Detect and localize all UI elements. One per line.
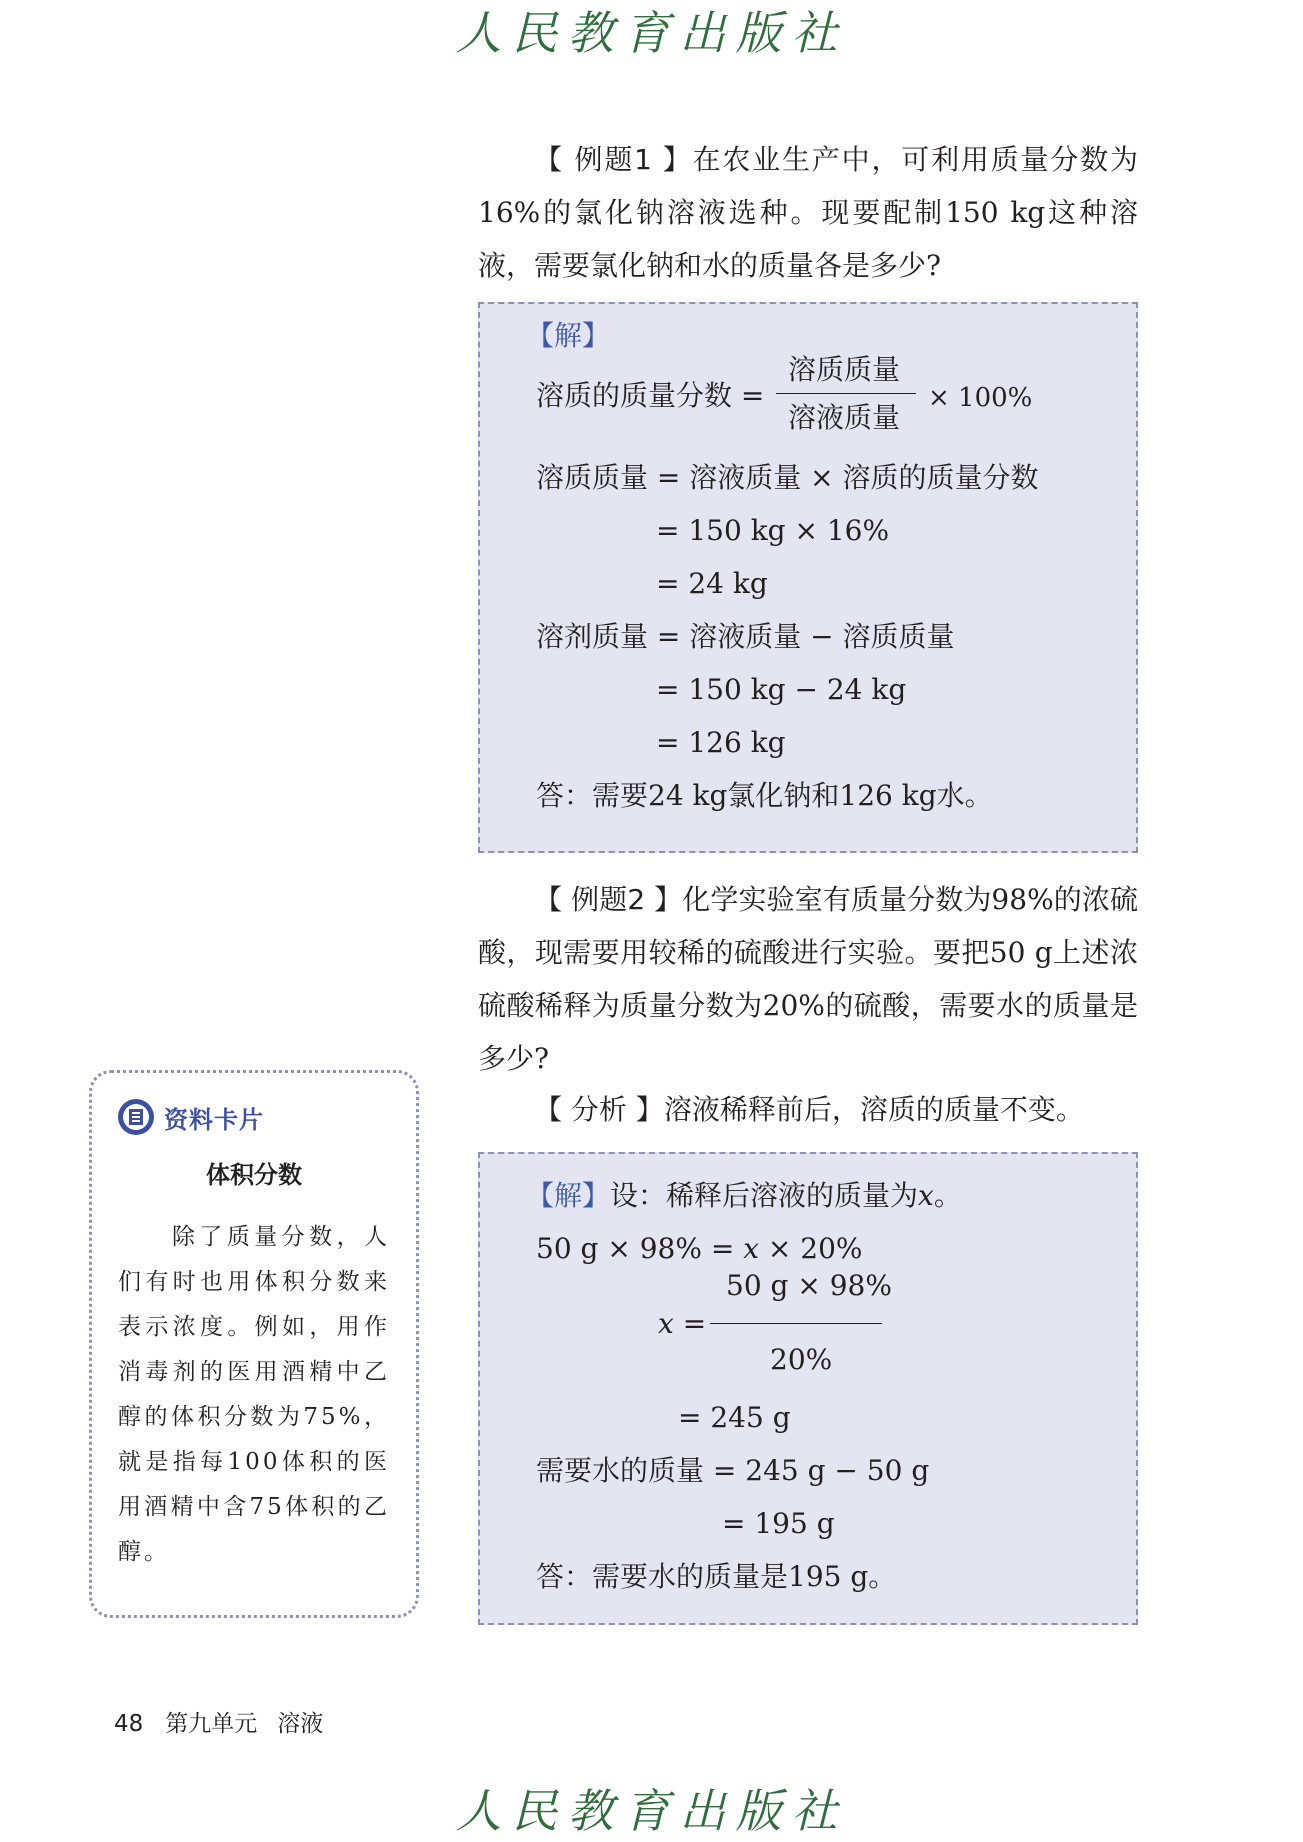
solution1-box	[478, 302, 1138, 853]
equation-var: x	[743, 1232, 760, 1265]
example2-text: 化学实验室有质量分数为98%的浓硫酸，现需要用较稀的硫酸进行实验。要把50 g上述浓硫酸稀释为质量分数为20%的硫酸，需要水的质量是多少?	[478, 883, 1138, 1075]
analysis-paragraph	[478, 1083, 1138, 1136]
solution2-label: 【解】	[526, 1179, 611, 1212]
page-footer	[114, 1705, 323, 1738]
analysis-text: 溶液稀释前后，溶质的质量不变。	[663, 1093, 1084, 1126]
unit-name: 第九单元	[165, 1711, 258, 1737]
example1-label: 【 例题1 】	[534, 143, 693, 176]
water-mass-result: = 195 g	[722, 1507, 835, 1540]
fraction-numerator: 50 g × 98%	[726, 1269, 892, 1302]
card-header	[116, 1097, 264, 1137]
formula-numerator: 溶质质量	[788, 353, 901, 386]
equation-right: × 20%	[759, 1232, 863, 1265]
fraction-denominator: 20%	[770, 1343, 833, 1376]
formula-denominator: 溶液质量	[788, 401, 901, 434]
document-list-icon	[116, 1097, 156, 1137]
solution2-box	[478, 1152, 1138, 1625]
solution1-line5: = 150 kg − 24 kg	[656, 673, 907, 706]
analysis-label: 【 分析 】	[534, 1093, 664, 1126]
equation-line	[536, 1231, 863, 1267]
solution2-intro: 设：稀释后溶液的质量为	[610, 1179, 919, 1212]
solution1-answer: 答：需要24 kg氯化钠和126 kg水。	[536, 779, 993, 812]
solution2-result: = 245 g	[678, 1401, 791, 1434]
formula-lhs: 溶质的质量分数 =	[536, 379, 765, 412]
formula-multiplier: × 100%	[928, 383, 1033, 413]
solution1-line1: 溶质质量 = 溶液质量 × 溶质的质量分数	[536, 461, 1039, 494]
example1-text: 在农业生产中，可利用质量分数为16%的氯化钠溶液选种。现要配制150 kg这种溶液，需要氯化钠和水的质量各是多少?	[478, 143, 1138, 282]
solution2-answer: 答：需要水的质量是195 g。	[536, 1560, 897, 1593]
info-card	[89, 1070, 419, 1618]
fraction-lhs-var: x	[658, 1307, 674, 1340]
solution2-intro-line	[526, 1178, 962, 1214]
publisher-logo-bottom: 人民教育出版社	[455, 1784, 848, 1838]
solution1-line6: = 126 kg	[656, 726, 786, 759]
solution2-period: 。	[933, 1179, 962, 1212]
solution2-var: x	[918, 1179, 934, 1212]
publisher-logo-top: 人民教育出版社	[455, 6, 848, 60]
card-header-label: 资料卡片	[164, 1105, 264, 1134]
fraction-bar	[710, 1323, 882, 1324]
solution1-line4: 溶剂质量 = 溶液质量 − 溶质质量	[536, 620, 955, 653]
card-body: 除了质量分数，人们有时也用体积分数来表示浓度。例如，用作消毒剂的医用酒精中乙醇的体积分数为75%，就是指每100体积的医用酒精中含75体积的乙醇。	[118, 1224, 390, 1565]
example2-paragraph	[478, 873, 1138, 1085]
fraction-lhs-eq: =	[673, 1307, 707, 1340]
formula-fraction-bar	[776, 393, 916, 394]
solution1-line3: = 24 kg	[656, 567, 768, 600]
equation-left: 50 g × 98% =	[536, 1232, 744, 1265]
fraction-lhs	[658, 1306, 706, 1342]
chapter-name: 溶液	[277, 1711, 324, 1737]
example1-paragraph	[478, 133, 1138, 292]
example2-label: 【 例题2 】	[534, 883, 683, 916]
solution1-label: 【解】	[526, 319, 611, 352]
solution1-line2: = 150 kg × 16%	[656, 514, 890, 547]
water-mass-line: 需要水的质量 = 245 g − 50 g	[536, 1454, 930, 1487]
card-title: 体积分数	[206, 1161, 302, 1189]
page-number: 48	[114, 1711, 144, 1737]
